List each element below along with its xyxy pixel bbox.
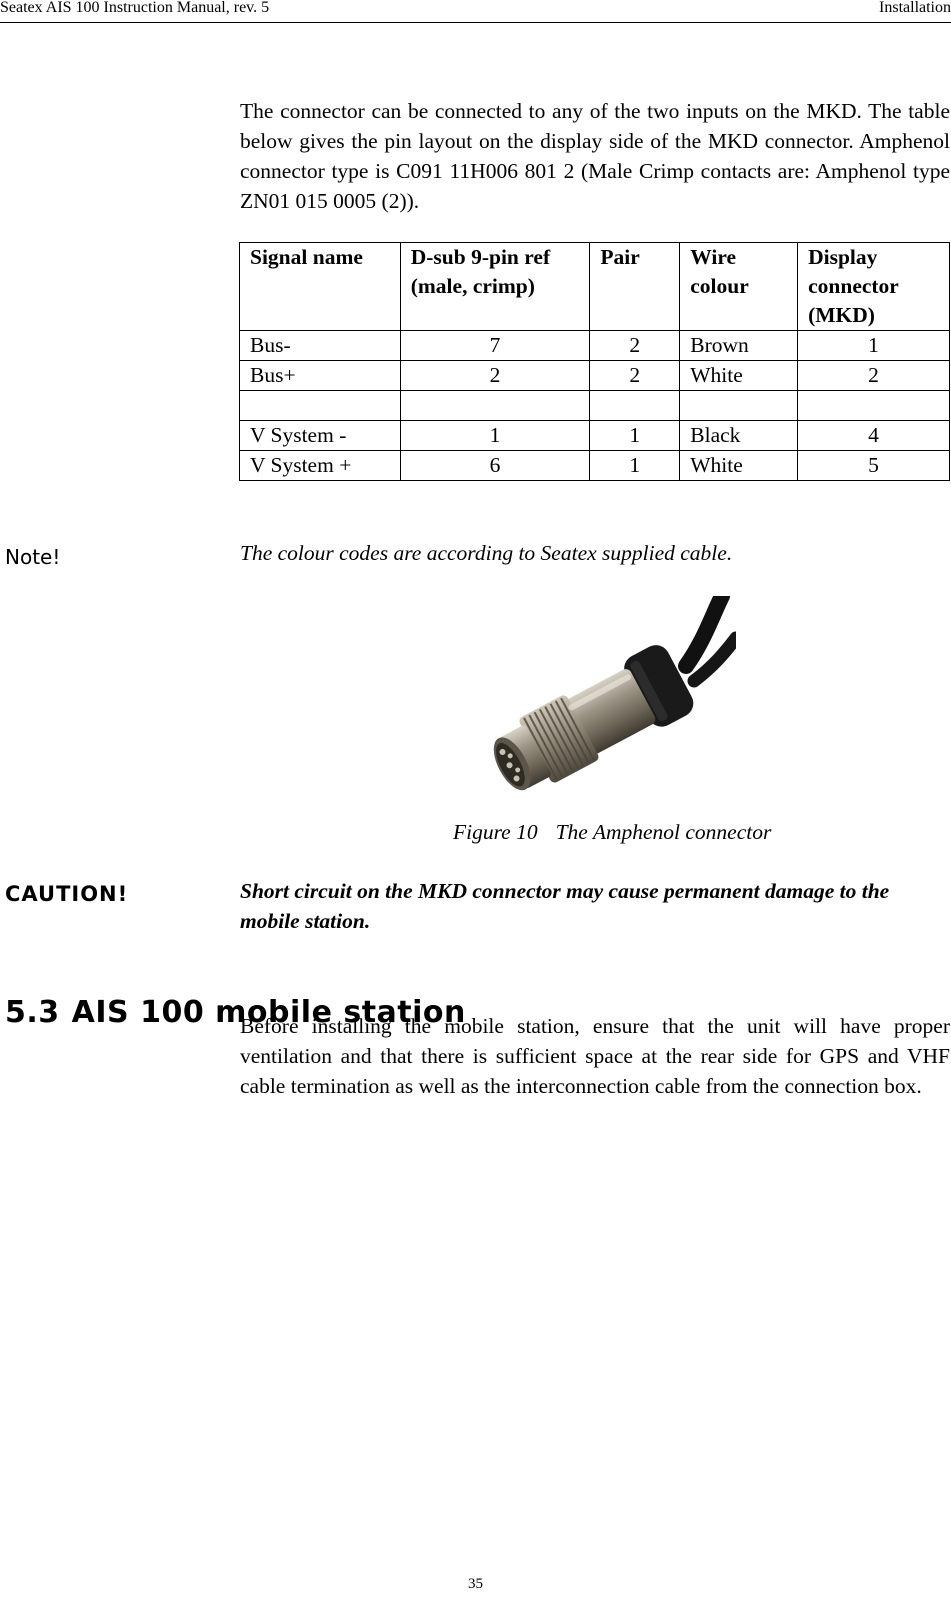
- header-chapter: Installation: [879, 0, 951, 16]
- table-row-empty: [240, 391, 950, 421]
- note-label: Note!: [5, 545, 61, 569]
- column-header-dsub-ref: D-sub 9-pin ref (male, crimp): [400, 243, 590, 331]
- cell-dsub-ref: 7: [400, 331, 590, 361]
- cell-pair: 2: [590, 331, 680, 361]
- header-document-title: Seatex AIS 100 Instruction Manual, rev. 5: [0, 0, 270, 16]
- page-number: 35: [468, 1576, 483, 1592]
- pin-layout-table: [239, 242, 950, 481]
- cell-dsub-ref: [400, 391, 590, 421]
- table-row: [240, 361, 950, 391]
- cell-wire-colour: White: [680, 451, 798, 481]
- cell-signal-name: V System +: [240, 451, 401, 481]
- cell-display-connector: [798, 391, 950, 421]
- caution-text: Short circuit on the MKD connector may cause permanent damage to the mobile station.: [240, 879, 890, 933]
- column-header-display-connector: Display connector (MKD): [798, 243, 950, 331]
- cell-wire-colour: [680, 391, 798, 421]
- amphenol-connector-photo: [464, 596, 736, 818]
- cell-wire-colour: Brown: [680, 331, 798, 361]
- section-title: AIS 100 mobile station: [71, 995, 466, 1030]
- cell-pair: [590, 391, 680, 421]
- cell-signal-name: V System -: [240, 421, 401, 451]
- column-header-signal-name: Signal name: [240, 243, 401, 331]
- table-header-row: [240, 243, 950, 331]
- cell-dsub-ref: 1: [400, 421, 590, 451]
- page-header: [0, 0, 951, 23]
- cell-display-connector: 5: [798, 451, 950, 481]
- note-text: The colour codes are according to Seatex supplied cable.: [240, 541, 733, 565]
- table-row: [240, 421, 950, 451]
- cell-display-connector: 1: [798, 331, 950, 361]
- section-number: 5.3: [5, 995, 60, 1030]
- column-header-wire-colour: Wire colour: [680, 243, 798, 331]
- intro-paragraph: The connector can be connected to any of the two inputs on the MKD. The table below gives the pin layout on the display side of the MKD connector. Amphenol connector type is C091 11H006 801 2 (Male Crimp contacts are: Amphenol type ZN01 015 0005 (2)).: [240, 99, 950, 213]
- cell-display-connector: 2: [798, 361, 950, 391]
- cell-wire-colour: White: [680, 361, 798, 391]
- cell-signal-name: Bus+: [240, 361, 401, 391]
- cell-display-connector: 4: [798, 421, 950, 451]
- cell-pair: 1: [590, 421, 680, 451]
- cell-pair: 1: [590, 451, 680, 481]
- cell-pair: 2: [590, 361, 680, 391]
- cell-signal-name: Bus-: [240, 331, 401, 361]
- column-header-pair: Pair: [590, 243, 680, 331]
- figure-number: Figure 10: [453, 820, 538, 844]
- cell-signal-name: [240, 391, 401, 421]
- figure-caption: [453, 820, 771, 845]
- cell-dsub-ref: 6: [400, 451, 590, 481]
- figure-caption-text: The Amphenol connector: [555, 820, 772, 844]
- cell-dsub-ref: 2: [400, 361, 590, 391]
- table-row: [240, 331, 950, 361]
- cell-wire-colour: Black: [680, 421, 798, 451]
- table-row: [240, 451, 950, 481]
- section-paragraph: Before installing the mobile station, ensure that the unit will have proper ventilation and that there is sufficient space at the rear side for GPS and VHF cable termination as well as the interconnection cable from the connection box.: [240, 1014, 950, 1098]
- caution-label: CAUTION!: [5, 882, 129, 906]
